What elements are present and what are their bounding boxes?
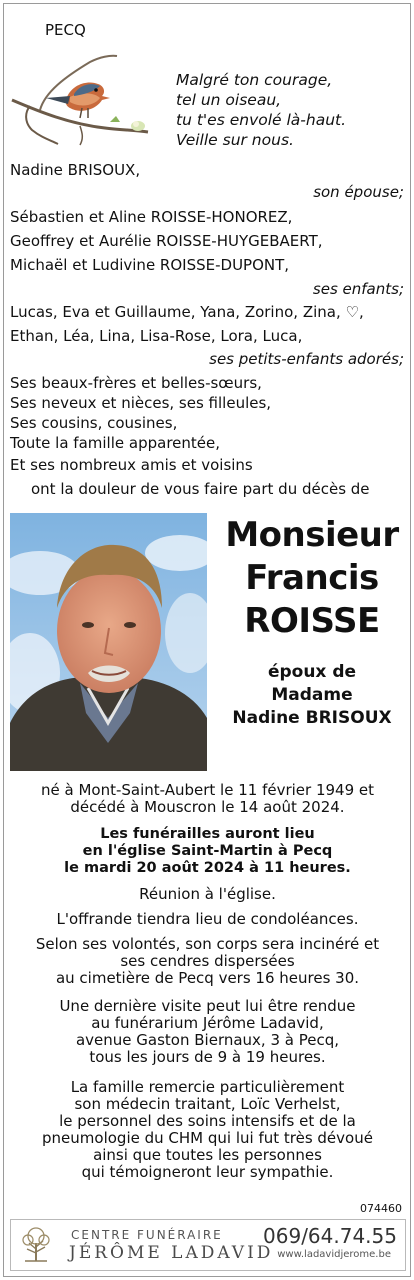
grandchildren-line: Lucas, Eva et Guillaume, Yana, Zorino, Zina, ♡,	[10, 303, 364, 321]
child-entry: Geoffrey et Aurélie ROISSE-HUYGEBAERT,	[10, 232, 323, 250]
funeral-info	[20, 826, 395, 877]
cremation-line: ses cendres dispersées	[120, 952, 295, 970]
visit-line: avenue Gaston Biernaux, 3 à Pecq,	[75, 1031, 340, 1049]
spouse-of-line: époux de	[267, 662, 357, 682]
visit-line: Une dernière visite peut lui être rendue	[59, 997, 356, 1015]
spouse-of-line: Nadine BRISOUX	[232, 708, 392, 728]
offering-info: L'offrande tiendra lieu de condoléances.	[56, 910, 359, 928]
birth-line: né à Mont-Saint-Aubert le 11 février 1949 et	[40, 781, 375, 799]
spouse-role: son épouse;	[313, 183, 404, 201]
phone-number[interactable]: 069/64.74.55	[263, 1224, 397, 1248]
poem-line: Malgré ton courage,	[176, 71, 333, 89]
deceased-title: Monsieur	[225, 515, 399, 555]
funeral-line: en l'église Saint-Martin à Pecq	[82, 843, 333, 859]
funeral-director-name: JÉRÔME LADAVID	[69, 1243, 274, 1263]
location-label: PECQ	[45, 21, 86, 39]
visit-info	[20, 998, 395, 1066]
tree-icon	[19, 1225, 53, 1263]
child-entry: Michaël et Ludivine ROISSE-DUPONT,	[10, 256, 290, 274]
thanks-line: qui témoigneront leur sympathie.	[81, 1163, 334, 1181]
website-link[interactable]: www.ladavidjerome.be	[277, 1249, 391, 1260]
relatives-line: Toute la famille apparentée,	[10, 434, 220, 452]
birth-death-info	[20, 782, 395, 816]
poem	[176, 70, 346, 150]
cremation-line: Selon ses volontés, son corps sera incinéré et	[35, 935, 380, 953]
relatives-line: Et ses nombreux amis et voisins	[10, 456, 253, 474]
poem-line: tel un oiseau,	[176, 91, 282, 109]
funeral-line: le mardi 20 août 2024 à 11 heures.	[64, 860, 351, 876]
relatives-line: Ses cousins, cousines,	[10, 414, 178, 432]
poem-line: tu t'es envolé là-haut.	[176, 111, 347, 129]
funeral-home-banner[interactable]	[10, 1219, 406, 1271]
children-role: ses enfants;	[312, 280, 404, 298]
thanks-line: son médecin traitant, Loïc Verhelst,	[74, 1095, 341, 1113]
spouse-of-line: Madame	[271, 685, 353, 705]
funeral-center-label: CENTRE FUNÉRAIRE	[71, 1228, 223, 1242]
thanks-line: pneumologie du CHM qui lui fut très dévoué	[42, 1129, 373, 1147]
cremation-info	[20, 936, 395, 987]
thanks-info	[20, 1079, 395, 1181]
grandchildren-line: Ethan, Léa, Lina, Lisa-Rose, Lora, Luca,	[10, 327, 303, 345]
relatives-line: Ses beaux-frères et belles-sœurs,	[10, 374, 262, 392]
visit-line: tous les jours de 9 à 19 heures.	[89, 1048, 326, 1066]
deceased-last-name: ROISSE	[244, 601, 380, 641]
relatives-line: Ses neveux et nièces, ses filleules,	[10, 394, 272, 412]
grandchildren-role: ses petits-enfants adorés;	[209, 350, 404, 368]
spouse-name: Nadine BRISOUX,	[10, 161, 141, 179]
portrait-photo	[10, 513, 207, 771]
deceased-first-name: Francis	[245, 558, 379, 598]
thanks-line: le personnel des soins intensifs et de la	[59, 1112, 356, 1130]
poem-line: Veille sur nous.	[176, 131, 294, 149]
announcement: ont la douleur de vous faire part du décès de	[31, 480, 370, 498]
thanks-line: La famille remercie particulièrement	[70, 1078, 345, 1096]
reference-number: 074460	[360, 1202, 402, 1215]
cremation-line: au cimetière de Pecq vers 16 heures 30.	[55, 969, 360, 987]
child-entry: Sébastien et Aline ROISSE-HONOREZ,	[10, 208, 293, 226]
funeral-line: Les funérailles auront lieu	[100, 826, 315, 842]
reunion-info: Réunion à l'église.	[139, 885, 276, 903]
bird-on-branch-icon	[10, 52, 150, 147]
death-line: décédé à Mouscron le 14 août 2024.	[70, 798, 345, 816]
visit-line: au funérarium Jérôme Ladavid,	[91, 1014, 324, 1032]
thanks-line: ainsi que toutes les personnes	[93, 1146, 322, 1164]
